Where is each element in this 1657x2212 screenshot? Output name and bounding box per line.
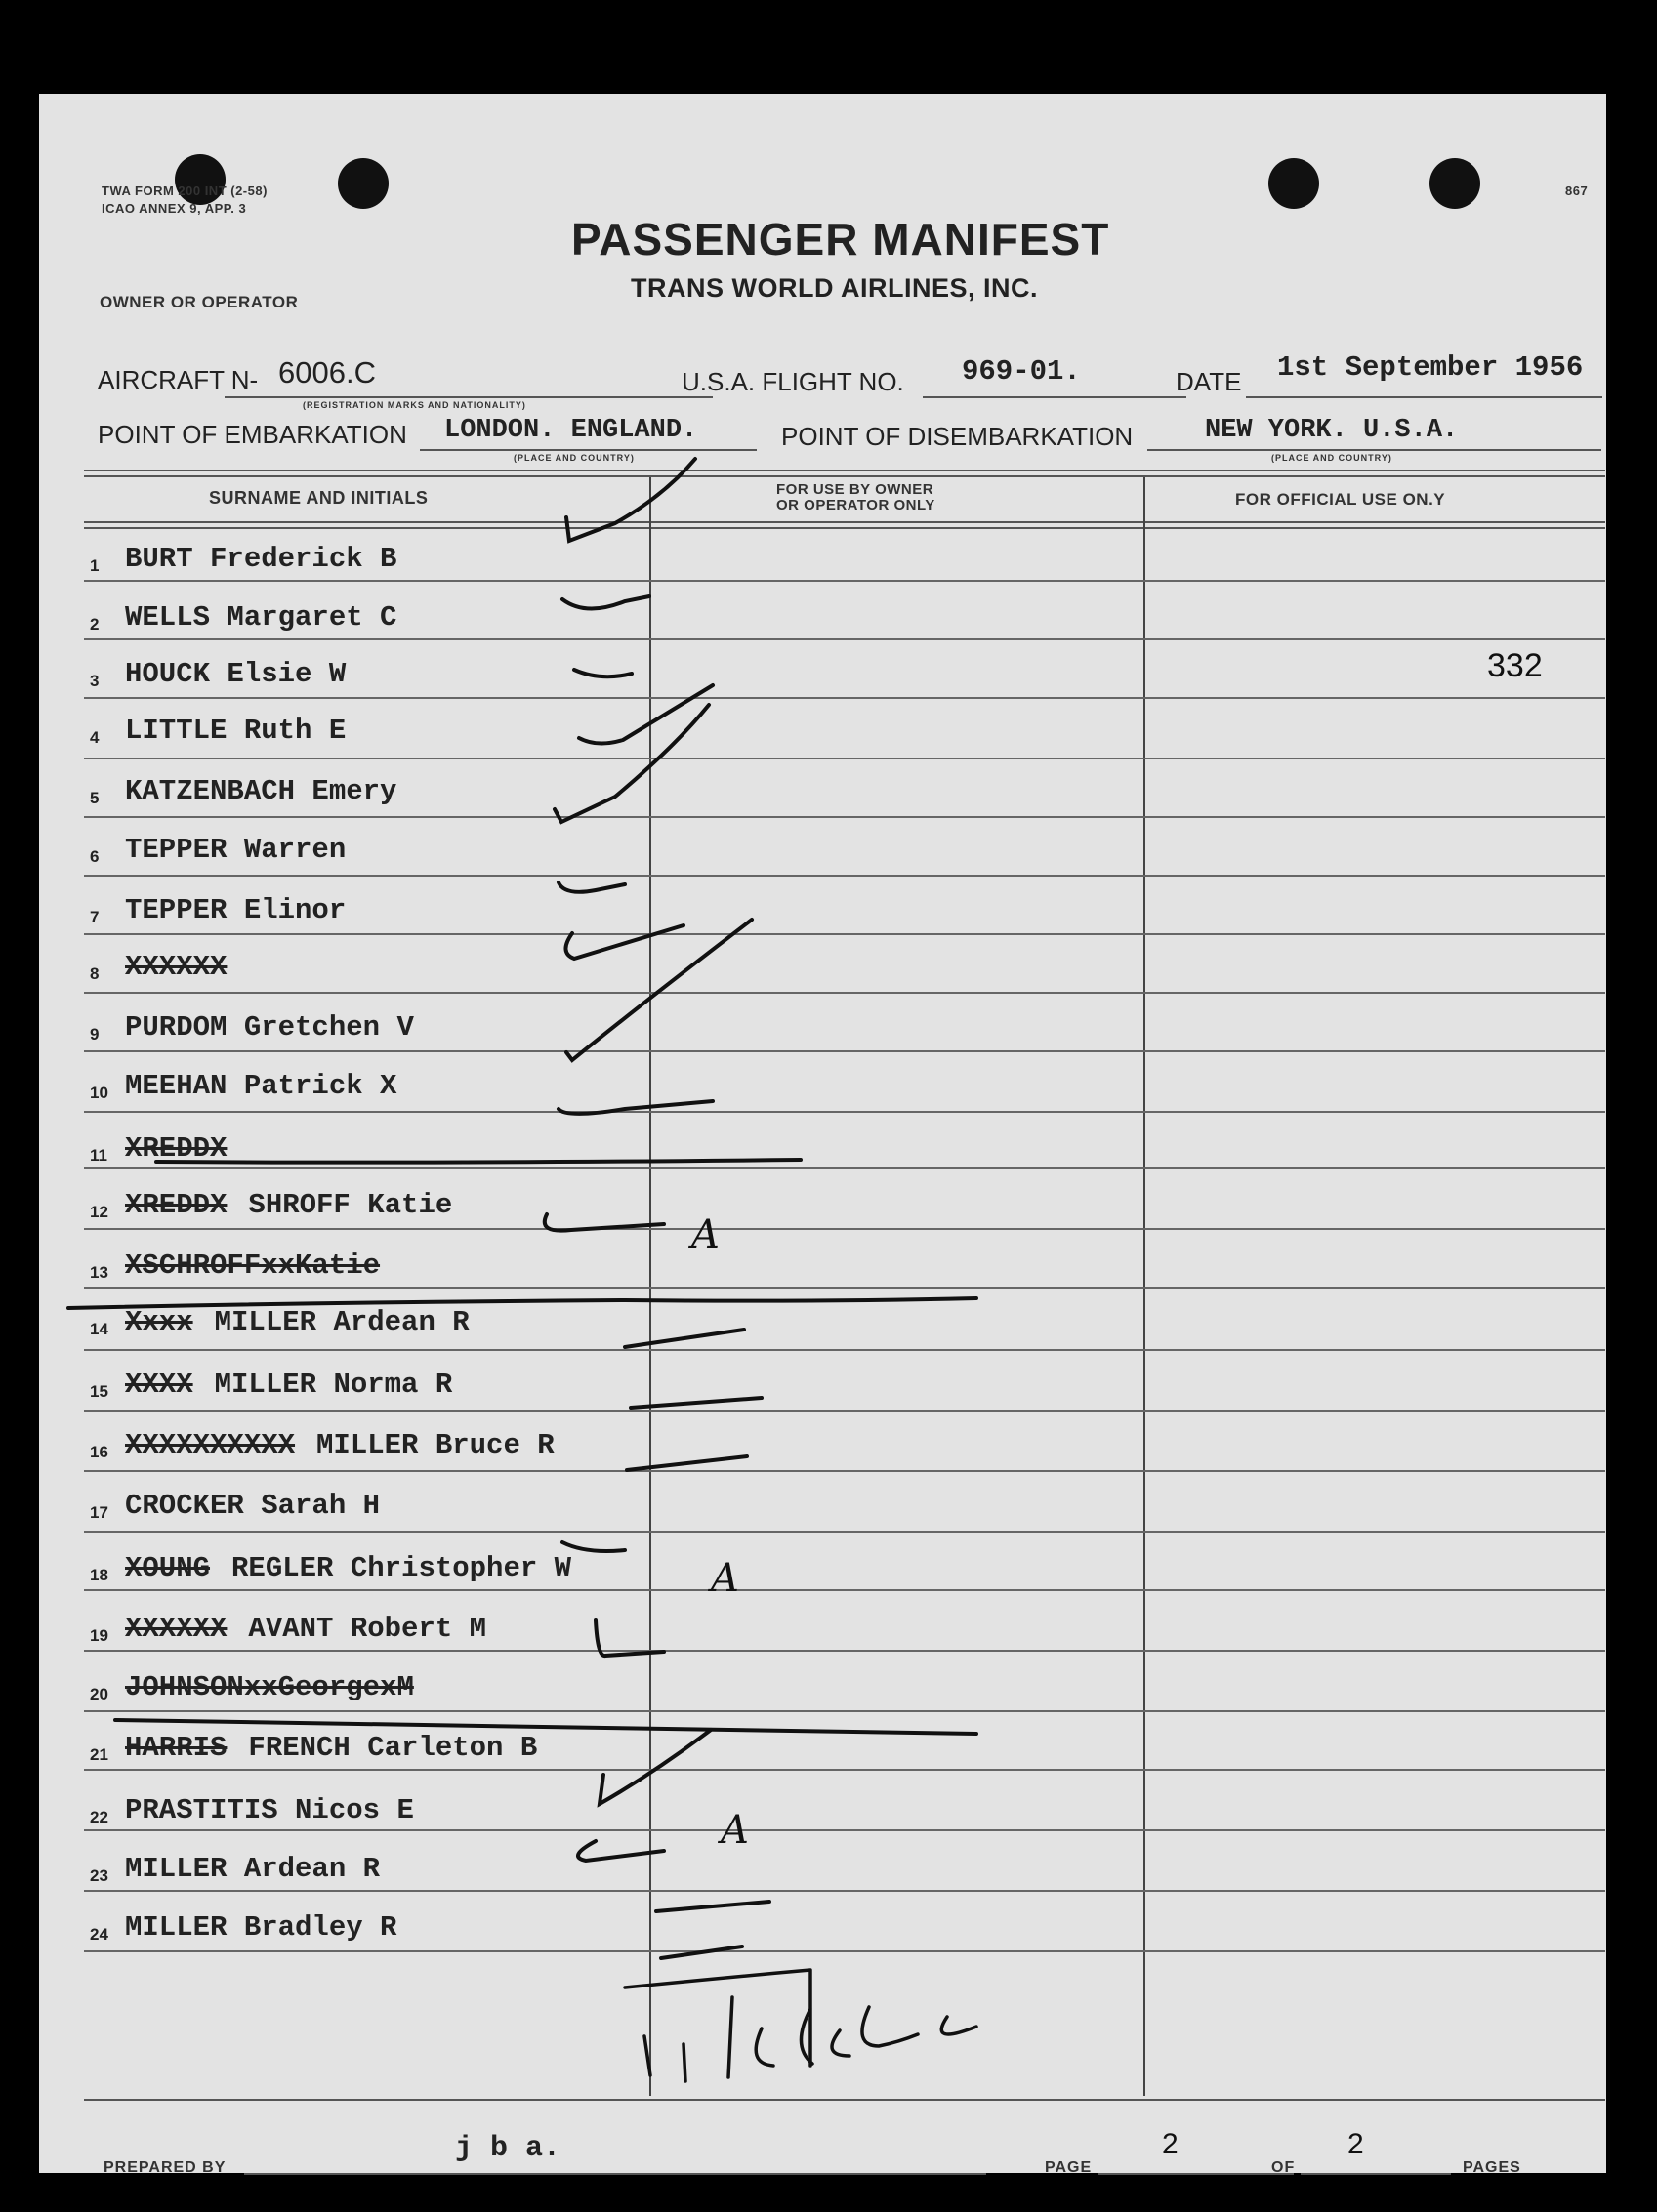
struck-entry: XOUNG <box>125 1552 211 1584</box>
passenger-name: MILLER Norma R <box>214 1369 453 1401</box>
check-mark <box>562 1542 625 1551</box>
of-label: OF <box>1271 2159 1296 2176</box>
passenger-name: TEPPER Elinor <box>125 894 347 926</box>
table-top-rule <box>84 470 1605 471</box>
form-serial: 867 <box>1565 184 1589 198</box>
row-number: 8 <box>90 964 100 983</box>
passenger-name: PRASTITIS Nicos E <box>125 1794 414 1826</box>
row-rule <box>84 697 1605 699</box>
punch-hole <box>338 158 389 209</box>
owner-mark-row-12: A <box>691 1212 720 1257</box>
aircraft-underline <box>225 396 713 398</box>
passenger-name: TEPPER Warren <box>125 834 347 866</box>
passenger-name: CROCKER Sarah H <box>125 1490 381 1522</box>
row-number: 20 <box>90 1685 108 1703</box>
row-number: 15 <box>90 1382 108 1401</box>
passenger-name: AVANT Robert M <box>248 1613 487 1645</box>
row-number: 5 <box>90 789 100 807</box>
row-number: 22 <box>90 1808 108 1826</box>
row-number: 7 <box>90 908 100 926</box>
of-underline <box>1301 2173 1451 2175</box>
owner-mark-row-22: A <box>721 1808 749 1853</box>
row-rule <box>84 1589 1605 1591</box>
flight-label: U.S.A. FLIGHT NO. <box>682 367 904 396</box>
row-number: 2 <box>90 615 100 634</box>
row-rule <box>84 816 1605 818</box>
strike-line <box>156 1160 801 1163</box>
prepared-by-underline <box>244 2173 986 2175</box>
row-rule <box>84 1410 1605 1412</box>
row-number: 13 <box>90 1263 108 1282</box>
row-rule <box>84 1287 1605 1289</box>
struck-entry: XXXXXX <box>125 951 228 983</box>
row-rule <box>84 875 1605 877</box>
passenger-name: WELLS Margaret C <box>125 601 397 634</box>
date-label: DATE <box>1176 367 1242 396</box>
pages-label: PAGES <box>1463 2159 1521 2176</box>
official-use-header: FOR OFFICIAL USE ON.Y <box>1235 490 1446 509</box>
disembarkation-caption: (PLACE AND COUNTRY) <box>1271 453 1392 463</box>
disembarkation-underline <box>1147 449 1601 451</box>
passenger-name: REGLER Christopher W <box>231 1552 572 1584</box>
struck-entry: Xxxx <box>125 1306 193 1338</box>
struck-entry: XXXXXX <box>125 1613 228 1645</box>
row-rule <box>84 1710 1605 1712</box>
passenger-name: BURT Frederick B <box>125 543 397 575</box>
passenger-name: FRENCH Carleton B <box>248 1732 538 1764</box>
page-title: PASSENGER MANIFEST <box>571 214 1110 265</box>
row-rule <box>84 1111 1605 1113</box>
manifest-sheet <box>39 94 1606 2176</box>
row-number: 18 <box>90 1566 108 1584</box>
prepared-by-value: j b a. <box>455 2132 561 2165</box>
row-rule <box>84 1050 1605 1052</box>
page-value: 2 <box>1162 2128 1179 2160</box>
owner-mark-row-18: A <box>711 1556 739 1601</box>
official-note: 332 <box>1487 647 1543 684</box>
aircraft-value: 6006.C <box>278 355 376 389</box>
column-header-rule <box>84 527 1605 529</box>
row-rule <box>84 1950 1605 1952</box>
passenger-name: MILLER Bruce R <box>316 1429 555 1461</box>
signature <box>625 1970 976 2081</box>
owner-operator-label: OWNER OR OPERATOR <box>100 293 299 311</box>
struck-entry: XREDDX <box>125 1189 228 1221</box>
struck-entry: XXXX <box>125 1369 193 1401</box>
row-rule <box>84 1470 1605 1472</box>
passenger-name: HOUCK Elsie W <box>125 658 347 690</box>
passenger-name: MILLER Ardean R <box>125 1853 381 1885</box>
row-number: 24 <box>90 1925 108 1944</box>
row-rule <box>84 1769 1605 1771</box>
row-rule <box>84 638 1605 640</box>
struck-entry: XSCHROFFxxKatie <box>125 1249 381 1282</box>
row-rule <box>84 1829 1605 1831</box>
embarkation-caption: (PLACE AND COUNTRY) <box>514 453 635 463</box>
embarkation-value: LONDON. ENGLAND. <box>444 416 698 445</box>
row-number: 14 <box>90 1320 108 1338</box>
row-number: 11 <box>90 1146 107 1165</box>
punch-hole <box>1429 158 1480 209</box>
owner-use-header-line-2: OR OPERATOR ONLY <box>776 497 935 513</box>
date-underline <box>1246 396 1602 398</box>
row-number: 19 <box>90 1626 108 1645</box>
row-number: 4 <box>90 728 100 747</box>
table-top-rule <box>84 475 1605 477</box>
passenger-name: SHROFF Katie <box>248 1189 453 1221</box>
struck-entry: JOHNSONxxGeorgexM <box>125 1671 414 1703</box>
check-mark <box>574 670 632 676</box>
embarkation-label: POINT OF EMBARKATION <box>98 420 407 449</box>
passenger-name: PURDOM Gretchen V <box>125 1011 414 1044</box>
passenger-name: MILLER Ardean R <box>214 1306 470 1338</box>
aircraft-label: AIRCRAFT N- <box>98 365 259 394</box>
row-number: 12 <box>90 1203 108 1221</box>
row-number: 6 <box>90 847 100 866</box>
owner-use-header-line-1: FOR USE BY OWNER <box>776 481 934 498</box>
check-mark <box>562 596 649 609</box>
footer-rule <box>84 2099 1605 2101</box>
check-mark <box>579 685 713 744</box>
row-number: 23 <box>90 1866 108 1885</box>
dash-mark <box>661 1946 742 1958</box>
surname-column-header: SURNAME AND INITIALS <box>209 488 429 508</box>
strike-line <box>115 1720 976 1734</box>
passenger-name: MEEHAN Patrick X <box>125 1070 397 1102</box>
embarkation-underline <box>420 449 757 451</box>
dash-mark <box>627 1456 747 1470</box>
form-code-line-2: ICAO ANNEX 9, APP. 3 <box>102 201 247 216</box>
row-number: 21 <box>90 1745 108 1764</box>
date-value: 1st September 1956 <box>1277 351 1584 384</box>
check-mark <box>559 882 625 892</box>
row-number: 17 <box>90 1503 108 1522</box>
check-mark <box>600 1730 711 1804</box>
dash-mark <box>656 1902 769 1911</box>
row-rule <box>84 1890 1605 1892</box>
disembarkation-label: POINT OF DISEMBARKATION <box>781 422 1134 451</box>
check-mark <box>555 705 709 822</box>
row-rule <box>84 1167 1605 1169</box>
check-mark <box>565 925 684 959</box>
row-rule <box>84 758 1605 759</box>
form-code-line-1: TWA FORM 200 INT (2-58) <box>102 184 268 198</box>
row-number: 3 <box>90 672 100 690</box>
struck-entry: HARRIS <box>125 1732 228 1764</box>
flight-underline <box>923 396 1186 398</box>
aircraft-caption: (REGISTRATION MARKS AND NATIONALITY) <box>303 400 526 410</box>
prepared-by-label: PREPARED BY <box>104 2159 227 2176</box>
row-number: 16 <box>90 1443 108 1461</box>
row-number: 10 <box>90 1084 108 1102</box>
page-underline <box>1098 2173 1294 2175</box>
dash-mark <box>625 1330 744 1347</box>
passenger-name: MILLER Bradley R <box>125 1911 397 1944</box>
row-rule <box>84 1650 1605 1652</box>
row-rule <box>84 1531 1605 1533</box>
row-rule <box>84 1228 1605 1230</box>
check-mark <box>566 920 752 1060</box>
of-value: 2 <box>1347 2128 1364 2160</box>
row-number: 1 <box>90 556 100 575</box>
column-header-rule <box>84 521 1605 523</box>
punch-hole <box>1268 158 1319 209</box>
row-number: 9 <box>90 1025 100 1044</box>
passenger-name: LITTLE Ruth E <box>125 715 347 747</box>
passenger-name: KATZENBACH Emery <box>125 775 397 807</box>
row-rule <box>84 580 1605 582</box>
row-rule <box>84 933 1605 935</box>
strike-line <box>68 1298 976 1308</box>
page-label: PAGE <box>1045 2159 1093 2176</box>
row-rule <box>84 1349 1605 1351</box>
row-rule <box>84 992 1605 994</box>
struck-entry: XREDDX <box>125 1132 228 1165</box>
disembarkation-value: NEW YORK. U.S.A. <box>1205 416 1459 445</box>
flight-value: 969-01. <box>962 355 1081 388</box>
company-name: TRANS WORLD AIRLINES, INC. <box>631 273 1038 303</box>
struck-entry: XXXXXXXXXX <box>125 1429 296 1461</box>
